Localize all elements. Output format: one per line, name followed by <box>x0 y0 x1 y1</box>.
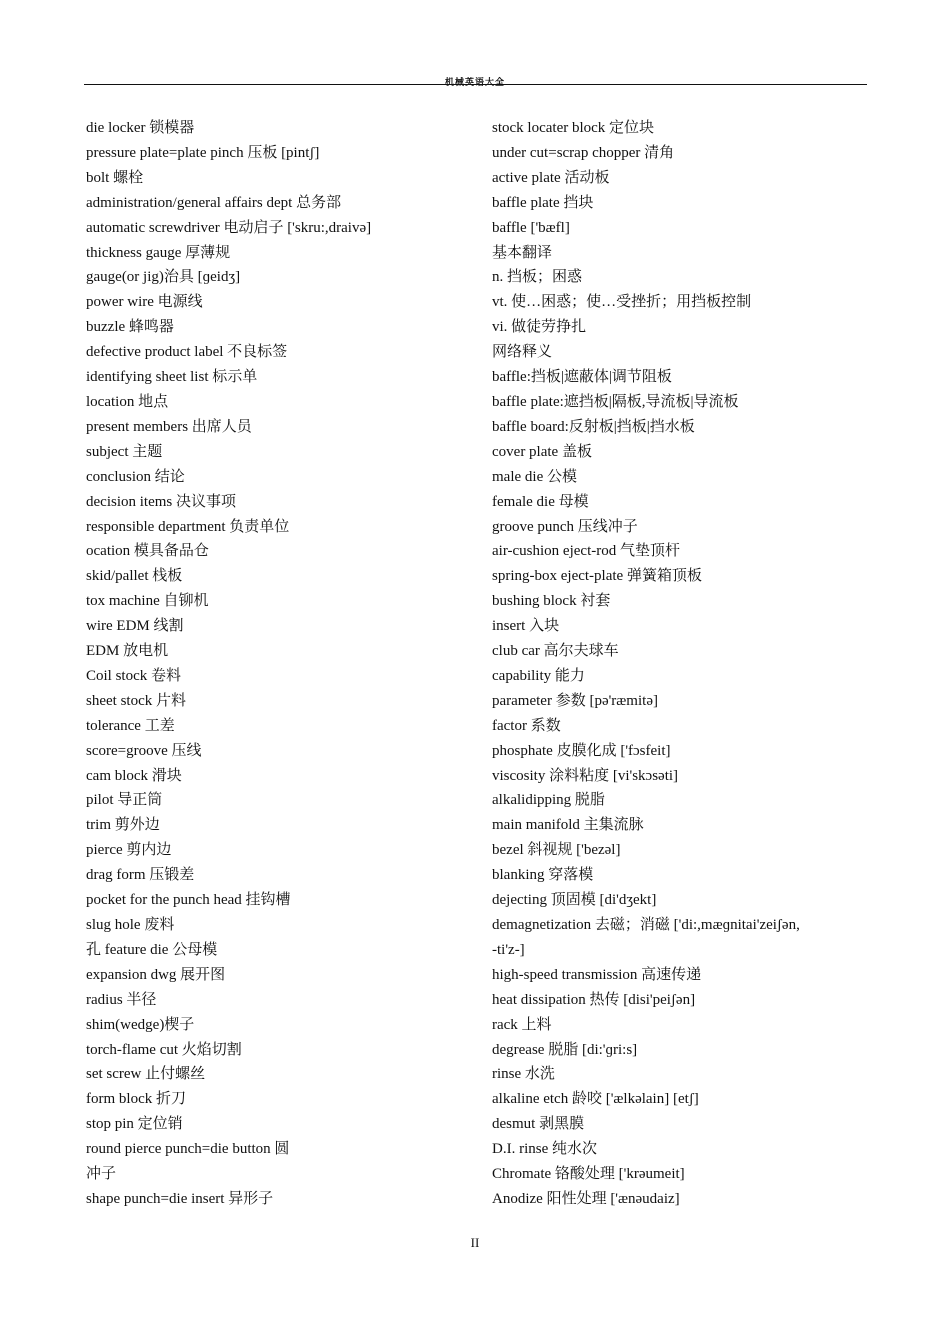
term-entry: 基本翻译 <box>492 244 553 261</box>
term-entry: pierce 剪内边 <box>86 842 172 859</box>
term-entry: 网络释义 <box>492 344 553 361</box>
term-entry: ocation 模具备品仓 <box>86 543 209 560</box>
term-entry: administration/general affairs dept 总务部 <box>86 194 342 211</box>
term-entry: automatic screwdriver 电动启子 ['skru:,draivə] <box>86 219 372 236</box>
term-entry: baffle:挡板|遮蔽体|调节阻板 <box>492 369 672 386</box>
term-entry: groove punch 压线冲子 <box>492 518 638 535</box>
term-entry: viscosity 涂料粘度 [vi'skɔsəti] <box>492 767 679 784</box>
term-entry: air-cushion eject-rod 气垫顶杆 <box>492 543 680 560</box>
term-entry: Chromate 铬酸处理 ['krəumeit] <box>492 1166 685 1183</box>
term-entry: -ti'z-] <box>492 941 525 958</box>
term-entry: torch-flame cut 火焰切割 <box>86 1041 242 1058</box>
term-entry: score=groove 压线 <box>86 742 202 759</box>
term-entry: drag form 压锻差 <box>86 867 195 884</box>
term-entry: n. 挡板；困惑 <box>492 269 583 286</box>
term-entry: dejecting 顶固模 [di'dʒekt] <box>492 892 657 909</box>
term-entry: pocket for the punch head 挂钩槽 <box>86 892 291 909</box>
term-entry: power wire 电源线 <box>86 294 203 311</box>
term-entry: expansion dwg 展开图 <box>86 966 226 983</box>
term-entry: 孔 feature die 公母模 <box>86 941 218 958</box>
term-entry: factor 系数 <box>492 717 561 734</box>
term-entry: stock locater block 定位块 <box>492 120 655 136</box>
term-entry: vt. 使…困惑；使…受挫折；用挡板控制 <box>492 294 752 311</box>
term-entry: Coil stock 卷料 <box>86 667 182 684</box>
term-entry: set screw 止付螺丝 <box>86 1066 206 1083</box>
term-entry: EDM 放电机 <box>86 643 169 660</box>
term-entry: stop pin 定位销 <box>86 1116 183 1133</box>
term-entry: shim(wedge)楔子 <box>86 1016 195 1033</box>
term-entry: form block 折刀 <box>86 1091 186 1108</box>
term-entry: round pierce punch=die button 圆 <box>86 1141 290 1158</box>
term-entry: 冲子 <box>86 1166 117 1183</box>
term-entry: skid/pallet 栈板 <box>86 568 183 585</box>
term-entry: radius 半径 <box>86 991 157 1008</box>
term-entry: active plate 活动板 <box>492 169 610 186</box>
term-entry: baffle plate 挡块 <box>492 194 594 211</box>
term-entry: baffle board:反射板|挡板|挡水板 <box>492 418 695 435</box>
term-entry: cover plate 盖板 <box>492 443 592 460</box>
right-term-column <box>492 116 882 1212</box>
term-entry: shape punch=die insert 异形子 <box>86 1190 274 1207</box>
term-entry: present members 出席人员 <box>86 418 252 435</box>
term-entry: bezel 斜视规 ['bezəl] <box>492 842 621 859</box>
term-entry: under cut=scrap chopper 清角 <box>492 144 675 161</box>
term-entry: heat dissipation 热传 [disi'peiʃən] <box>492 991 696 1008</box>
term-entry: bolt 螺栓 <box>86 169 144 186</box>
term-entry: trim 剪外边 <box>86 817 160 834</box>
term-entry: rinse 水洗 <box>492 1066 555 1083</box>
running-header-title: 机械英语大全 <box>444 78 505 88</box>
term-entry: spring-box eject-plate 弹簧箱顶板 <box>492 568 702 585</box>
term-entry: pilot 导正筒 <box>86 792 163 809</box>
term-entry: slug hole 废料 <box>86 917 175 933</box>
left-term-column <box>86 116 476 1212</box>
term-entry: desmut 剥黑膜 <box>492 1116 585 1133</box>
term-entry: demagnetization 去磁；消磁 ['di:,mæɡnitai'zeiʃən, <box>492 917 800 933</box>
term-entry: D.I. rinse 纯水次 <box>492 1141 597 1158</box>
term-entry: location 地点 <box>86 393 169 410</box>
term-entry: sheet stock 片料 <box>86 692 186 709</box>
term-entry: high-speed transmission 高速传递 <box>492 966 702 983</box>
term-entry: identifying sheet list 标示单 <box>86 369 258 386</box>
term-entry: die locker 锁模器 <box>86 120 195 136</box>
term-entry: degrease 脱脂 [di:'ɡri:s] <box>492 1041 638 1058</box>
term-entry: alkaline etch 龄咬 ['ælkəlain] [etʃ] <box>492 1091 699 1108</box>
term-entry: baffle ['bæfl] <box>492 219 570 236</box>
term-entry: Anodize 阳性处理 ['ænəudaiz] <box>492 1190 680 1207</box>
term-entry: rack 上料 <box>492 1016 552 1033</box>
term-entry: vi. 做徒劳挣扎 <box>492 319 587 336</box>
term-entry: parameter 参数 [pə'ræmitə] <box>492 692 658 709</box>
term-entry: club car 高尔夫球车 <box>492 643 619 660</box>
term-entry: wire EDM 线割 <box>86 618 184 635</box>
term-entry: buzzle 蜂鸣器 <box>86 319 174 336</box>
term-entry: tolerance 工差 <box>86 717 175 734</box>
term-entry: subject 主题 <box>86 443 163 460</box>
term-entry: main manifold 主集流脉 <box>492 817 644 834</box>
term-entry: alkalidipping 脱脂 <box>492 792 605 809</box>
term-entry: decision items 决议事项 <box>86 493 236 510</box>
page-number: II <box>470 1235 480 1250</box>
term-entry: conclusion 结论 <box>86 468 185 485</box>
term-entry: blanking 穿落模 <box>492 867 594 884</box>
term-entry: cam block 滑块 <box>86 767 182 784</box>
term-entry: bushing block 衬套 <box>492 593 611 610</box>
term-entry: tox machine 自铆机 <box>86 593 209 610</box>
term-entry: baffle plate:遮挡板|隔板,导流板|导流板 <box>492 393 739 410</box>
term-entry: pressure plate=plate pinch 压板 [pintʃ] <box>86 144 320 161</box>
term-entry: female die 母模 <box>492 493 589 510</box>
term-entry: insert 入块 <box>492 618 560 635</box>
term-entry: phosphate 皮膜化成 ['fɔsfeit] <box>492 742 671 759</box>
term-entry: capability 能力 <box>492 667 585 684</box>
term-entry: male die 公模 <box>492 468 577 485</box>
term-entry: responsible department 负责单位 <box>86 518 290 535</box>
term-entry: thickness gauge 厚薄规 <box>86 244 231 261</box>
term-entry: gauge(or jig)治具 [ɡeidʒ] <box>86 269 241 286</box>
header-rule <box>84 84 867 85</box>
term-entry: defective product label 不良标签 <box>86 344 288 361</box>
